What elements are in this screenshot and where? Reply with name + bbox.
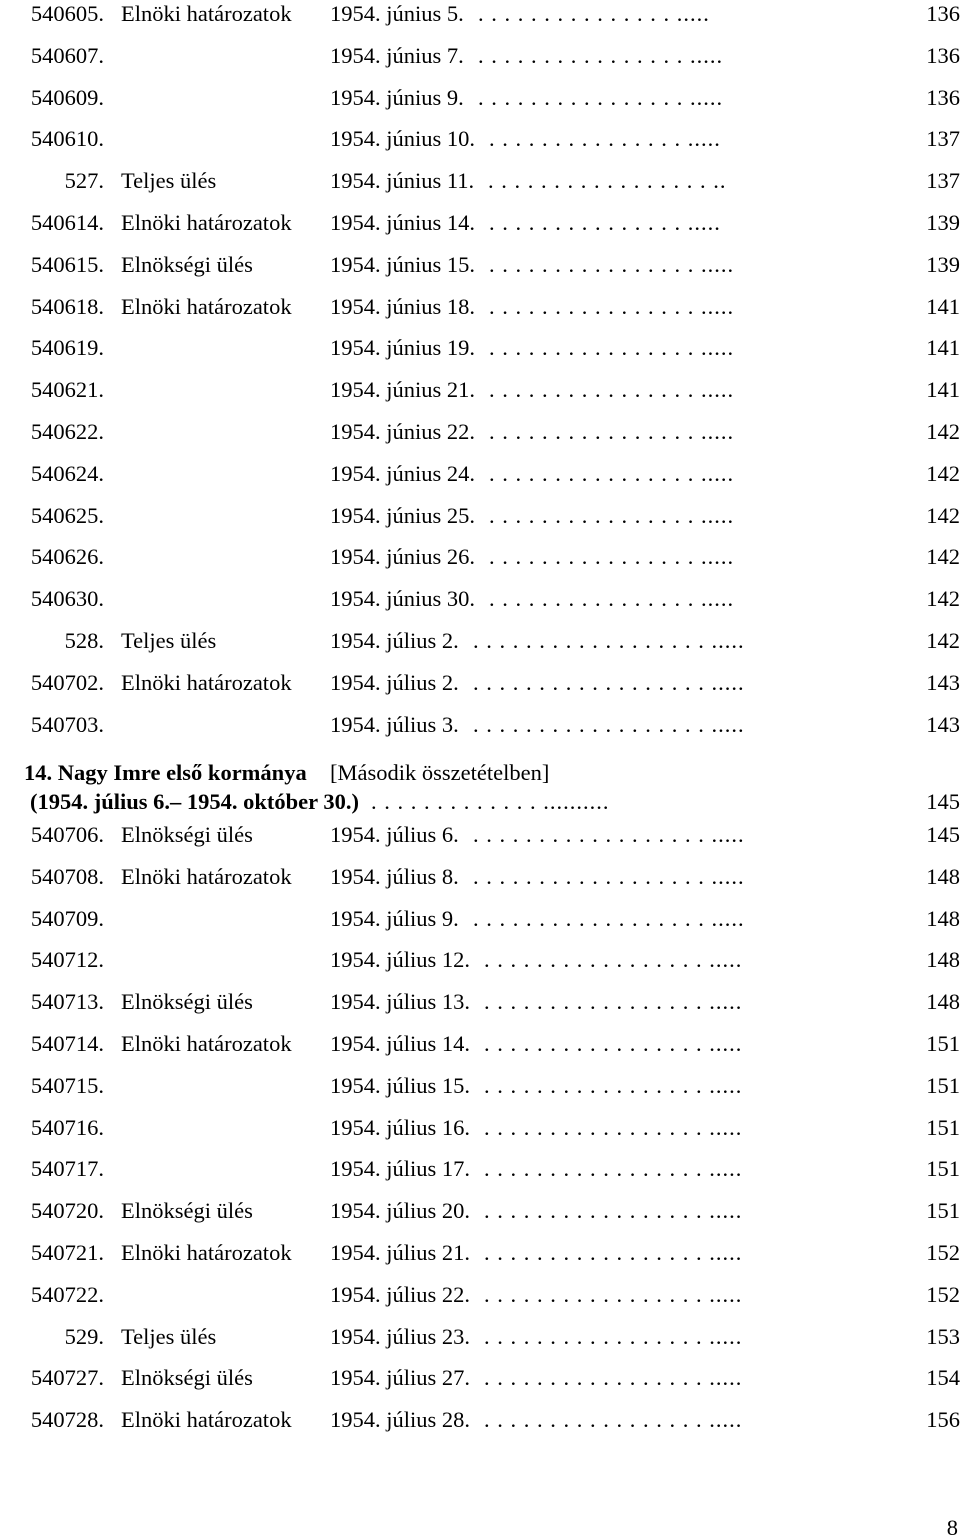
entry-id: 540625. (30, 502, 104, 528)
entry-date: 1954. július 2. (330, 669, 459, 695)
entry-date: 1954. július 2. (330, 628, 459, 653)
entry-id: 540713. (30, 989, 104, 1015)
leader-dots: . . . . . . . . . . . . . . . . . . ..... (473, 863, 745, 889)
leader-dots: . . . . . . . . . . . . . . . . ..... (489, 377, 735, 403)
entry-page-number: 148 (926, 989, 960, 1015)
entry-page-number: 142 (926, 460, 960, 486)
entry-type: Teljes ülés (121, 168, 217, 194)
entry-date: 1954. június 19. (330, 335, 476, 361)
leader-dots: . . . . . . . . . . . . . . . . ..... (489, 251, 735, 277)
section-date-range: (1954. július 6.– 1954. október 30.) (30, 789, 359, 814)
entry-id: 540609. (30, 84, 104, 110)
leader-dots: . . . . . . . . . . . . . . . . . ..... (484, 1407, 743, 1433)
entry-id: 540716. (30, 1114, 104, 1140)
entry-id: 540722. (30, 1281, 104, 1307)
entry-page-number: 152 (926, 1281, 960, 1307)
entry-type: Elnöki határozatok (121, 1031, 292, 1056)
leader-dots: . . . . . . . . . . . . . . . ..... (489, 210, 721, 235)
entry-type: Elnökségi ülés (121, 989, 253, 1015)
entry-page-number: 136 (926, 1, 960, 26)
entry-date: 1954. június 5. (330, 1, 464, 26)
entry-type: Elnöki határozatok (121, 863, 292, 889)
entry-page-number: 145 (926, 822, 960, 847)
entry-page-number: 142 (926, 419, 960, 444)
entry-date: 1954. június 22. (330, 419, 476, 444)
leader-dots: . . . . . . . . . . . . . . . . ..... (489, 419, 735, 444)
leader-dots: . . . . . . . . . . . . . . . . ..... (489, 460, 735, 486)
index-row (0, 864, 960, 904)
entry-date: 1954. június 11. (330, 168, 475, 194)
entry-id: 540703. (30, 711, 104, 737)
leader-dots: . . . . . . . . . . . . . . . . ..... (489, 544, 735, 570)
entry-page-number: 151 (926, 1114, 960, 1140)
index-row (0, 906, 960, 946)
index-row (0, 1156, 960, 1196)
leader-dots: . . . . . . . . . . . . . . . . . . ..... (473, 628, 745, 653)
entry-date: 1954. július 27. (330, 1365, 471, 1391)
leader-dots: . . . . . . . . . . . . . . . . . ..... (484, 1240, 743, 1265)
section-page-number: 145 (926, 789, 960, 814)
entry-page-number: 142 (926, 628, 960, 653)
index-row (0, 294, 960, 334)
section-subtitle: [Második összetételben] (330, 760, 550, 785)
index-row (0, 989, 960, 1029)
leader-dots: . . . . . . . . . . . . . . . . . .. (488, 168, 727, 194)
entry-id: 540619. (30, 335, 104, 361)
entry-date: 1954. július 21. (330, 1240, 471, 1265)
index-row (0, 377, 960, 417)
entry-page-number: 153 (926, 1323, 960, 1349)
index-row (0, 335, 960, 375)
entry-id: 528. (64, 628, 104, 653)
entry-date: 1954. június 26. (330, 544, 476, 570)
entry-page-number: 151 (926, 1198, 960, 1224)
index-row (0, 43, 960, 83)
index-row (0, 1407, 960, 1447)
index-row (0, 126, 960, 166)
leader-dots: . . . . . . . . . . . . . . . . ..... (489, 293, 735, 319)
entry-id: 540702. (30, 669, 104, 695)
entry-page-number: 137 (926, 168, 960, 194)
entry-type: Elnökségi ülés (121, 1198, 253, 1224)
entry-id: 540626. (30, 544, 104, 570)
entry-page-number: 137 (926, 126, 960, 152)
entry-type: Elnökségi ülés (121, 822, 253, 847)
entry-type: Elnöki határozatok (121, 1407, 292, 1433)
leader-dots: . . . . . . . . . . . . . . . . . ..... (484, 1323, 743, 1349)
entry-id: 540607. (30, 42, 104, 68)
entry-date: 1954. július 20. (330, 1198, 471, 1224)
entry-type: Elnöki határozatok (121, 293, 292, 319)
entry-date: 1954. június 7. (330, 42, 464, 68)
entry-page-number: 148 (926, 947, 960, 973)
leader-dots: . . . . . . . . . . . . . . . . . ..... (484, 1281, 743, 1307)
page-number: 8 (946, 1515, 958, 1540)
entry-id: 540712. (30, 947, 104, 973)
index-row (0, 85, 960, 125)
entry-date: 1954. június 15. (330, 251, 476, 277)
leader-dots: . . . . . . . . . . . . . . . . . ..... (484, 1072, 743, 1098)
entry-id: 540728. (30, 1407, 104, 1433)
entry-date: 1954. július 23. (330, 1323, 471, 1349)
entry-type: Elnöki határozatok (121, 1, 292, 26)
index-row (0, 1, 960, 41)
entry-type: Elnöki határozatok (121, 1240, 292, 1265)
entry-type: Elnöki határozatok (121, 210, 292, 235)
leader-dots: . . . . . . . . . . . . . . . . . . ..... (473, 905, 745, 931)
entry-page-number: 142 (926, 586, 960, 612)
index-row (0, 1073, 960, 1113)
entry-type: Elnöki határozatok (121, 669, 292, 695)
entry-page-number: 151 (926, 1031, 960, 1056)
entry-id: 540709. (30, 905, 104, 931)
index-row (0, 1240, 960, 1280)
leader-dots: . . . . . . . . . . . . . . . . . ..... (484, 1156, 743, 1182)
leader-dots: . . . . . . . . . . . . . . . . . . ..... (473, 711, 745, 737)
entry-date: 1954. június 21. (330, 377, 476, 403)
index-row (0, 1324, 960, 1364)
entry-id: 540714. (30, 1031, 104, 1056)
leader-dots: . . . . . . . . . . . . . . . ..... (478, 1, 710, 26)
entry-date: 1954. július 15. (330, 1072, 471, 1098)
index-row (0, 461, 960, 501)
entry-type: Teljes ülés (121, 1323, 217, 1349)
entry-page-number: 148 (926, 905, 960, 931)
entry-id: 540706. (30, 822, 104, 847)
leader-dots: . . . . . . . . . . . . . . . . ..... (478, 84, 724, 110)
entry-id: 529. (64, 1323, 104, 1349)
entry-id: 540618. (30, 293, 104, 319)
entry-page-number: 139 (926, 210, 960, 235)
index-row (0, 586, 960, 626)
entry-page-number: 142 (926, 544, 960, 570)
leader-dots: . . . . . . . . . . . . . . . ..... (489, 126, 721, 152)
entry-page-number: 139 (926, 251, 960, 277)
entry-id: 540624. (30, 460, 104, 486)
index-row (0, 210, 960, 250)
leader-dots: . . . . . . . . . . . . . . . . . . ..... (473, 822, 745, 847)
entry-page-number: 141 (926, 293, 960, 319)
section-heading (0, 760, 960, 820)
entry-id: 527. (64, 168, 104, 194)
leader-dots: . . . . . . . . . . . . . . . . . ..... (484, 989, 743, 1015)
entry-date: 1954. július 13. (330, 989, 471, 1015)
leader-dots: . . . . . . . . . . . . . . . . . . ..... (473, 669, 745, 695)
entry-page-number: 143 (926, 669, 960, 695)
entry-type: Teljes ülés (121, 628, 217, 653)
entry-date: 1954. július 6. (330, 822, 459, 847)
entry-page-number: 136 (926, 42, 960, 68)
entry-date: 1954. július 8. (330, 863, 459, 889)
index-row (0, 670, 960, 710)
entry-id: 540615. (30, 251, 104, 277)
entry-page-number: 152 (926, 1240, 960, 1265)
index-row (0, 503, 960, 543)
entry-id: 540630. (30, 586, 104, 612)
entry-page-number: 151 (926, 1156, 960, 1182)
index-row (0, 1282, 960, 1322)
leader-dots: . . . . . . . . . . . . . . . . . ..... (484, 947, 743, 973)
index-row (0, 419, 960, 459)
entry-date: 1954. június 24. (330, 460, 476, 486)
leader-dots: . . . . . . . . . . . . . . . . . ..... (484, 1365, 743, 1391)
index-row (0, 1115, 960, 1155)
entry-date: 1954. július 16. (330, 1114, 471, 1140)
entry-page-number: 156 (926, 1407, 960, 1433)
entry-date: 1954. június 9. (330, 84, 464, 110)
entry-page-number: 148 (926, 863, 960, 889)
leader-dots: . . . . . . . . . . . . . . . . ..... (489, 586, 735, 612)
entry-id: 540727. (30, 1365, 104, 1391)
entry-date: 1954. június 25. (330, 502, 476, 528)
entry-id: 540708. (30, 863, 104, 889)
index-row (0, 712, 960, 752)
entry-id: 540622. (30, 419, 104, 444)
entry-date: 1954. július 17. (330, 1156, 471, 1182)
entry-id: 540721. (30, 1240, 104, 1265)
leader-dots: . . . . . . . . . . . . . . . . . ..... (484, 1198, 743, 1224)
entry-date: 1954. július 28. (330, 1407, 471, 1433)
entry-date: 1954. július 3. (330, 711, 459, 737)
entry-date: 1954. június 30. (330, 586, 476, 612)
entry-id: 540621. (30, 377, 104, 403)
entry-date: 1954. július 22. (330, 1281, 471, 1307)
entry-date: 1954. június 14. (330, 210, 476, 235)
entry-id: 540605. (30, 1, 104, 26)
entry-type: Elnökségi ülés (121, 1365, 253, 1391)
entry-id: 540610. (30, 126, 104, 152)
leader-dots: . . . . . . . . . . . . . . . . ..... (478, 42, 724, 68)
index-row (0, 168, 960, 208)
entry-date: 1954. június 10. (330, 126, 476, 152)
entry-date: 1954. július 9. (330, 905, 459, 931)
entry-page-number: 143 (926, 711, 960, 737)
entry-id: 540717. (30, 1156, 104, 1182)
entry-date: 1954. június 18. (330, 293, 476, 319)
leader-dots: . . . . . . . . . . . . . . . . ..... (489, 335, 735, 361)
leader-dots: . . . . . . . . . . . . . . . . ..... (489, 502, 735, 528)
entry-id: 540715. (30, 1072, 104, 1098)
entry-page-number: 141 (926, 377, 960, 403)
entry-page-number: 151 (926, 1072, 960, 1098)
index-row (0, 544, 960, 584)
entry-date: 1954. július 12. (330, 947, 471, 973)
section-leader-dots: . . . . . . . . . . . . . .......... (371, 789, 610, 814)
index-row (0, 1198, 960, 1238)
section-title: 14. Nagy Imre első kormánya (24, 760, 307, 785)
index-row (0, 1365, 960, 1405)
index-row (0, 628, 960, 668)
leader-dots: . . . . . . . . . . . . . . . . . ..... (484, 1114, 743, 1140)
entry-page-number: 136 (926, 84, 960, 110)
index-row (0, 947, 960, 987)
entry-id: 540614. (30, 210, 104, 235)
entry-date: 1954. július 14. (330, 1031, 471, 1056)
index-row (0, 1031, 960, 1071)
entry-page-number: 142 (926, 502, 960, 528)
entry-page-number: 154 (926, 1365, 960, 1391)
entry-id: 540720. (30, 1198, 104, 1224)
index-row (0, 822, 960, 862)
index-row (0, 252, 960, 292)
entry-type: Elnökségi ülés (121, 251, 253, 277)
leader-dots: . . . . . . . . . . . . . . . . . ..... (484, 1031, 743, 1056)
entry-page-number: 141 (926, 335, 960, 361)
